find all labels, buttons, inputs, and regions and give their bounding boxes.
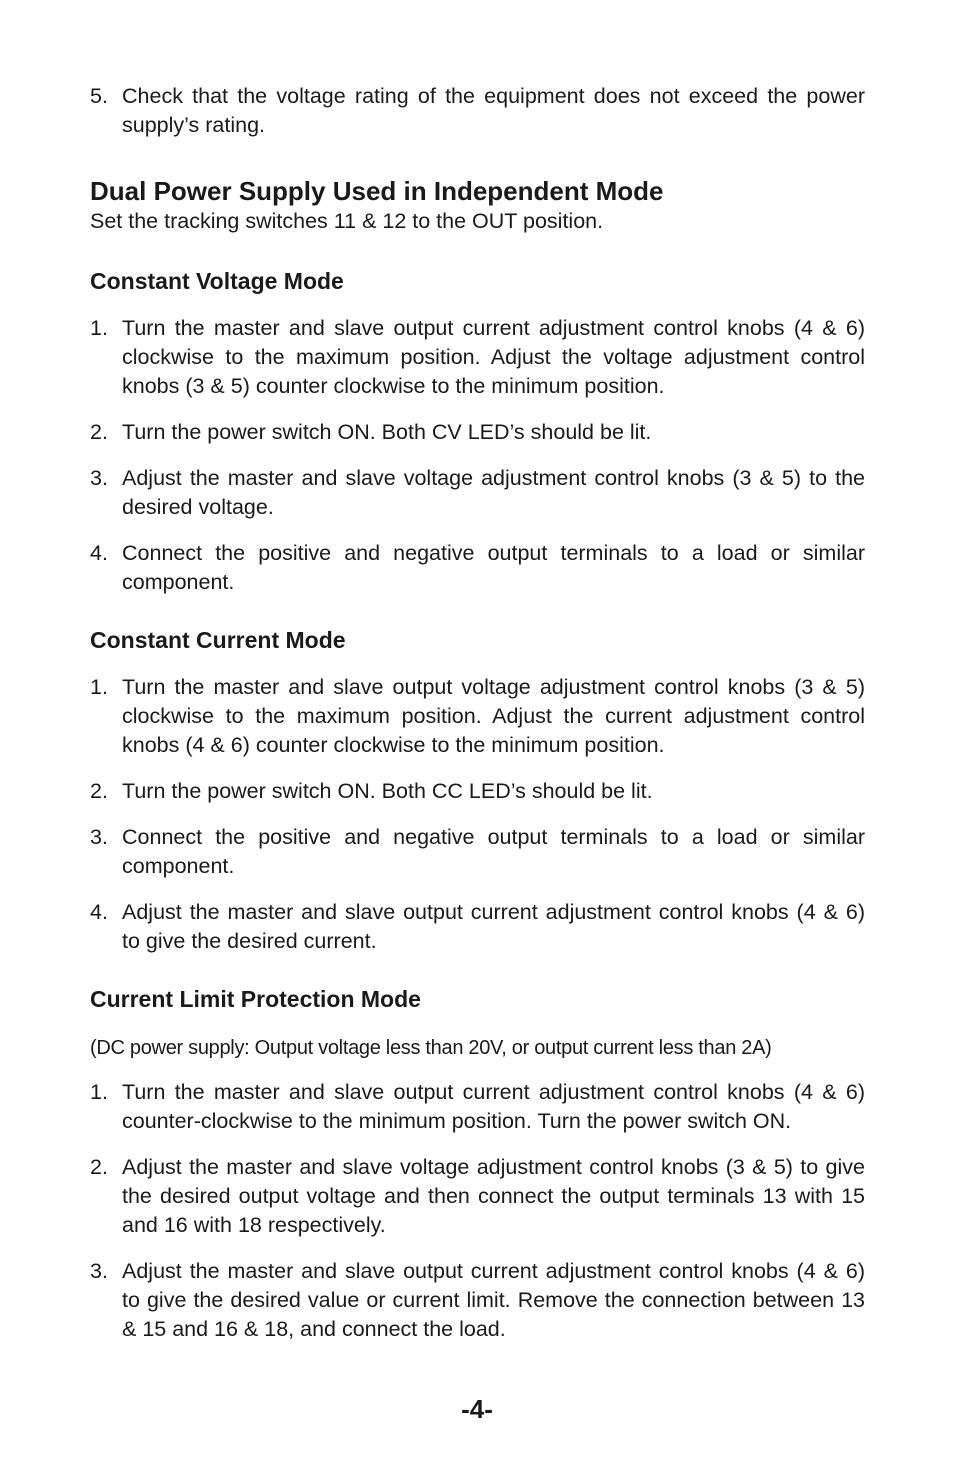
list-text: Turn the power switch ON. Both CC LED’s should be lit. xyxy=(122,779,653,803)
list-text: Turn the power switch ON. Both CV LED’s should be lit. xyxy=(122,420,652,444)
list-number: 3. xyxy=(90,825,108,849)
cc-list-item xyxy=(90,898,865,956)
list-text: Check that the voltage rating of the equipment does not exceed the power supply’s rating. xyxy=(122,84,865,137)
clp-note: (DC power supply: Output voltage less than 20V, or output current less than 2A) xyxy=(90,1037,772,1059)
cv-list-item xyxy=(90,539,865,597)
list-number: 5. xyxy=(90,84,108,108)
list-text: Adjust the master and slave output current adjustment control knobs (4 & 6) to give the desired value or current limit. Remove the connection between 13 & 15 and 16 & 18, and connect the load. xyxy=(122,1259,865,1341)
cc-list-item xyxy=(90,777,865,806)
list-text: Adjust the master and slave voltage adjustment control knobs (3 & 5) to the desired voltage. xyxy=(122,466,865,519)
list-number: 4. xyxy=(90,541,108,565)
cc-list-item xyxy=(90,823,865,881)
cv-list-item xyxy=(90,418,865,447)
section-subtitle: Set the tracking switches 11 & 12 to the OUT position. xyxy=(90,209,604,233)
cv-list-item xyxy=(90,314,865,401)
section-title: Dual Power Supply Used in Independent Mode xyxy=(90,176,664,206)
clp-list-item xyxy=(90,1078,865,1136)
cc-list-item xyxy=(90,673,865,760)
clp-list-item xyxy=(90,1257,865,1344)
manual-page xyxy=(90,82,865,1344)
cv-list-item xyxy=(90,464,865,522)
clp-heading: Current Limit Protection Mode xyxy=(90,986,421,1012)
cc-heading: Constant Current Mode xyxy=(90,627,346,653)
list-number: 1. xyxy=(90,675,108,699)
list-text: Turn the master and slave output current adjustment control knobs (4 & 6) clockwise to the maximum position. Adjust the voltage adjustment control knobs (3 & 5) counter clockwise to the minimum position. xyxy=(122,316,865,398)
list-number: 1. xyxy=(90,1080,108,1104)
list-number: 3. xyxy=(90,1259,108,1283)
list-number: 2. xyxy=(90,1155,108,1179)
list-number: 4. xyxy=(90,900,108,924)
list-number: 3. xyxy=(90,466,108,490)
page-number: -4- xyxy=(461,1394,493,1424)
list-text: Connect the positive and negative output terminals to a load or similar component. xyxy=(122,541,865,594)
list-text: Turn the master and slave output voltage adjustment control knobs (3 & 5) clockwise to the maximum position. Adjust the current adjustment control knobs (4 & 6) counter clockwise to the minimum position. xyxy=(122,675,865,757)
intro-list-item xyxy=(90,82,865,140)
clp-list-item xyxy=(90,1153,865,1240)
list-text: Adjust the master and slave voltage adjustment control knobs (3 & 5) to give the desired output voltage and then connect the output terminals 13 with 15 and 16 with 18 respectively. xyxy=(122,1155,865,1237)
list-number: 1. xyxy=(90,316,108,340)
list-text: Connect the positive and negative output terminals to a load or similar component. xyxy=(122,825,865,878)
list-number: 2. xyxy=(90,779,108,803)
cv-heading: Constant Voltage Mode xyxy=(90,268,344,294)
list-text: Turn the master and slave output current adjustment control knobs (4 & 6) counter-clockwise to the minimum position. Turn the power switch ON. xyxy=(122,1080,865,1133)
list-number: 2. xyxy=(90,420,108,444)
list-text: Adjust the master and slave output current adjustment control knobs (4 & 6) to give the desired current. xyxy=(122,900,865,953)
